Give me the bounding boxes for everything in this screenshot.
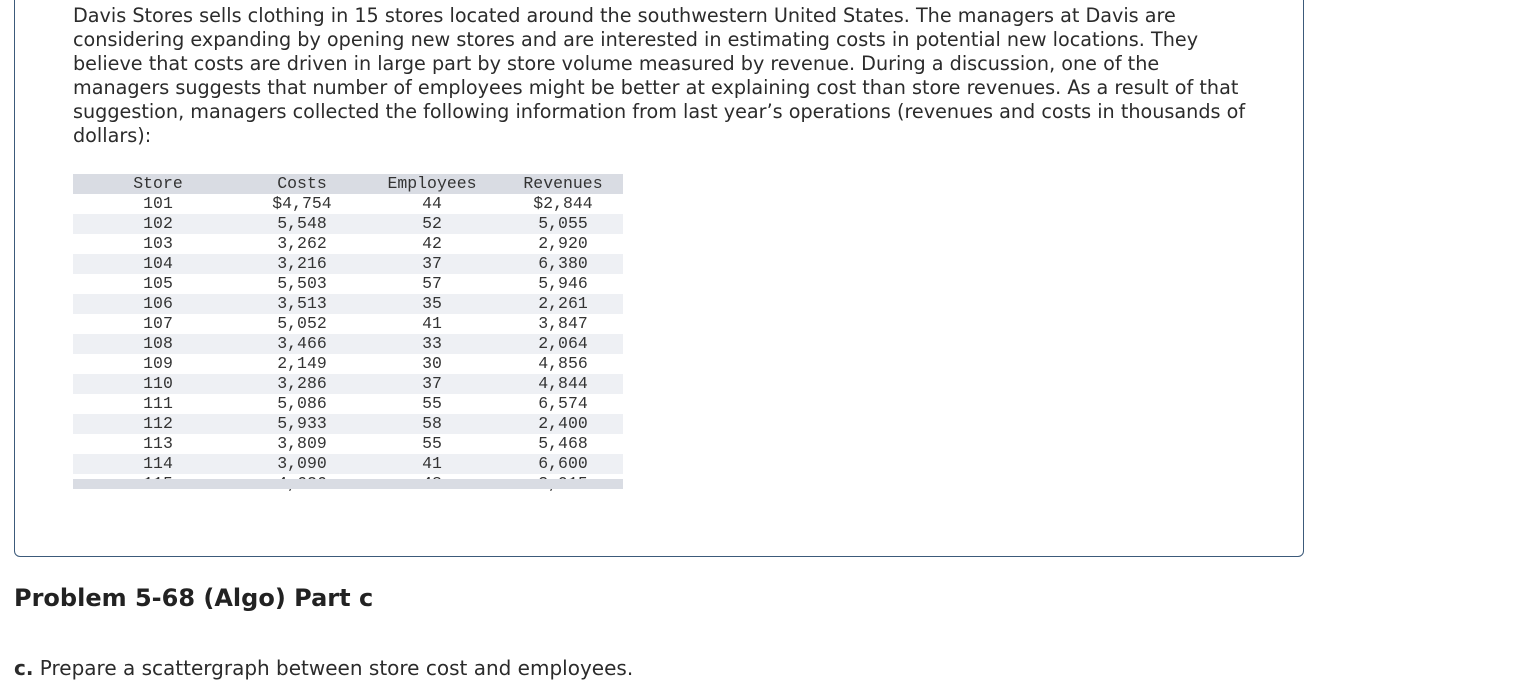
cell-costs: 5,086 <box>277 394 327 413</box>
table-header-row <box>73 174 623 194</box>
cell-revenues: 2,261 <box>538 294 588 313</box>
table-row <box>73 214 623 234</box>
question-label: c. <box>14 656 34 680</box>
question-body: Prepare a scattergraph between store cost and employees. <box>33 656 634 680</box>
cell-revenues: 5,946 <box>538 274 588 293</box>
table-row <box>73 314 623 334</box>
cell-store: 104 <box>143 254 173 273</box>
cell-employees: 57 <box>422 274 442 293</box>
cell-store: 111 <box>143 394 173 413</box>
header-revenues: Revenues <box>523 174 603 193</box>
cell-costs: 3,262 <box>277 234 327 253</box>
cell-costs: 3,513 <box>277 294 327 313</box>
cell-store: 106 <box>143 294 173 313</box>
cell-revenues: 4,856 <box>538 354 588 373</box>
cell-store: 113 <box>143 434 173 453</box>
cell-costs: 5,933 <box>277 414 327 433</box>
cell-revenues: $2,844 <box>533 194 593 213</box>
cell-employees: 44 <box>422 194 442 213</box>
cell-employees: 37 <box>422 374 442 393</box>
cell-costs: $4,754 <box>272 194 332 213</box>
cell-employees: 33 <box>422 334 442 353</box>
intro-paragraph: Davis Stores sells clothing in 15 stores located around the southwestern United States. The managers at Davis are considering expanding by opening new stores and are interested in estimating costs in potential new locations. They believe that costs are driven in large part by store volume measured by revenue. During a discussion, one of the managers suggests that number of employees might be better at explaining cost than store revenues. As a result of that suggestion, managers collected the following information from last year’s operations (revenues and costs in thousands of dollars): <box>73 4 1246 147</box>
cell-revenues: 2,920 <box>538 234 588 253</box>
cell-employees: 55 <box>422 434 442 453</box>
cell-store: 114 <box>143 454 173 473</box>
problem-statement-card <box>14 0 1304 557</box>
cell-store: 102 <box>143 214 173 233</box>
cell-employees: 37 <box>422 254 442 273</box>
cell-store: 101 <box>143 194 173 213</box>
cell-store: 105 <box>143 274 173 293</box>
table-row <box>73 374 623 394</box>
table-row <box>73 274 623 294</box>
cell-costs: 3,286 <box>277 374 327 393</box>
cell-costs: 5,548 <box>277 214 327 233</box>
problem-title: Problem 5-68 (Algo) Part c <box>14 584 374 612</box>
cell-store: 107 <box>143 314 173 333</box>
cell-revenues: 5,055 <box>538 214 588 233</box>
table-row <box>73 414 623 434</box>
cell-revenues: 6,574 <box>538 394 588 413</box>
table-row <box>73 334 623 354</box>
cell-store: 108 <box>143 334 173 353</box>
cell-costs: 3,216 <box>277 254 327 273</box>
cell-employees: 30 <box>422 354 442 373</box>
header-store: Store <box>133 174 183 193</box>
table-row <box>73 434 623 454</box>
header-costs: Costs <box>277 174 327 193</box>
table-row <box>73 294 623 314</box>
cell-costs: 3,466 <box>277 334 327 353</box>
cell-revenues: 3,847 <box>538 314 588 333</box>
cell-costs: 5,052 <box>277 314 327 333</box>
table-row <box>73 254 623 274</box>
cell-employees: 35 <box>422 294 442 313</box>
table-footer-bar <box>73 479 623 489</box>
cell-costs: 5,503 <box>277 274 327 293</box>
cell-revenues: 6,600 <box>538 454 588 473</box>
table-row <box>73 234 623 254</box>
cell-employees: 55 <box>422 394 442 413</box>
table-row <box>73 394 623 414</box>
cell-costs: 2,149 <box>277 354 327 373</box>
cell-costs: 3,809 <box>277 434 327 453</box>
question-text <box>14 656 633 680</box>
cell-store: 112 <box>143 414 173 433</box>
table-row <box>73 194 623 214</box>
table-body <box>73 194 623 494</box>
cell-store: 109 <box>143 354 173 373</box>
table-row <box>73 454 623 474</box>
cell-employees: 41 <box>422 314 442 333</box>
cell-store: 103 <box>143 234 173 253</box>
cell-employees: 42 <box>422 234 442 253</box>
cell-employees: 52 <box>422 214 442 233</box>
cell-costs: 3,090 <box>277 454 327 473</box>
cell-revenues: 2,064 <box>538 334 588 353</box>
cell-revenues: 5,468 <box>538 434 588 453</box>
cell-employees: 41 <box>422 454 442 473</box>
cell-revenues: 6,380 <box>538 254 588 273</box>
cell-revenues: 4,844 <box>538 374 588 393</box>
cell-revenues: 2,400 <box>538 414 588 433</box>
cell-employees: 58 <box>422 414 442 433</box>
header-employees: Employees <box>387 174 477 193</box>
table-row <box>73 354 623 374</box>
store-data-table <box>73 174 623 494</box>
cell-store: 110 <box>143 374 173 393</box>
